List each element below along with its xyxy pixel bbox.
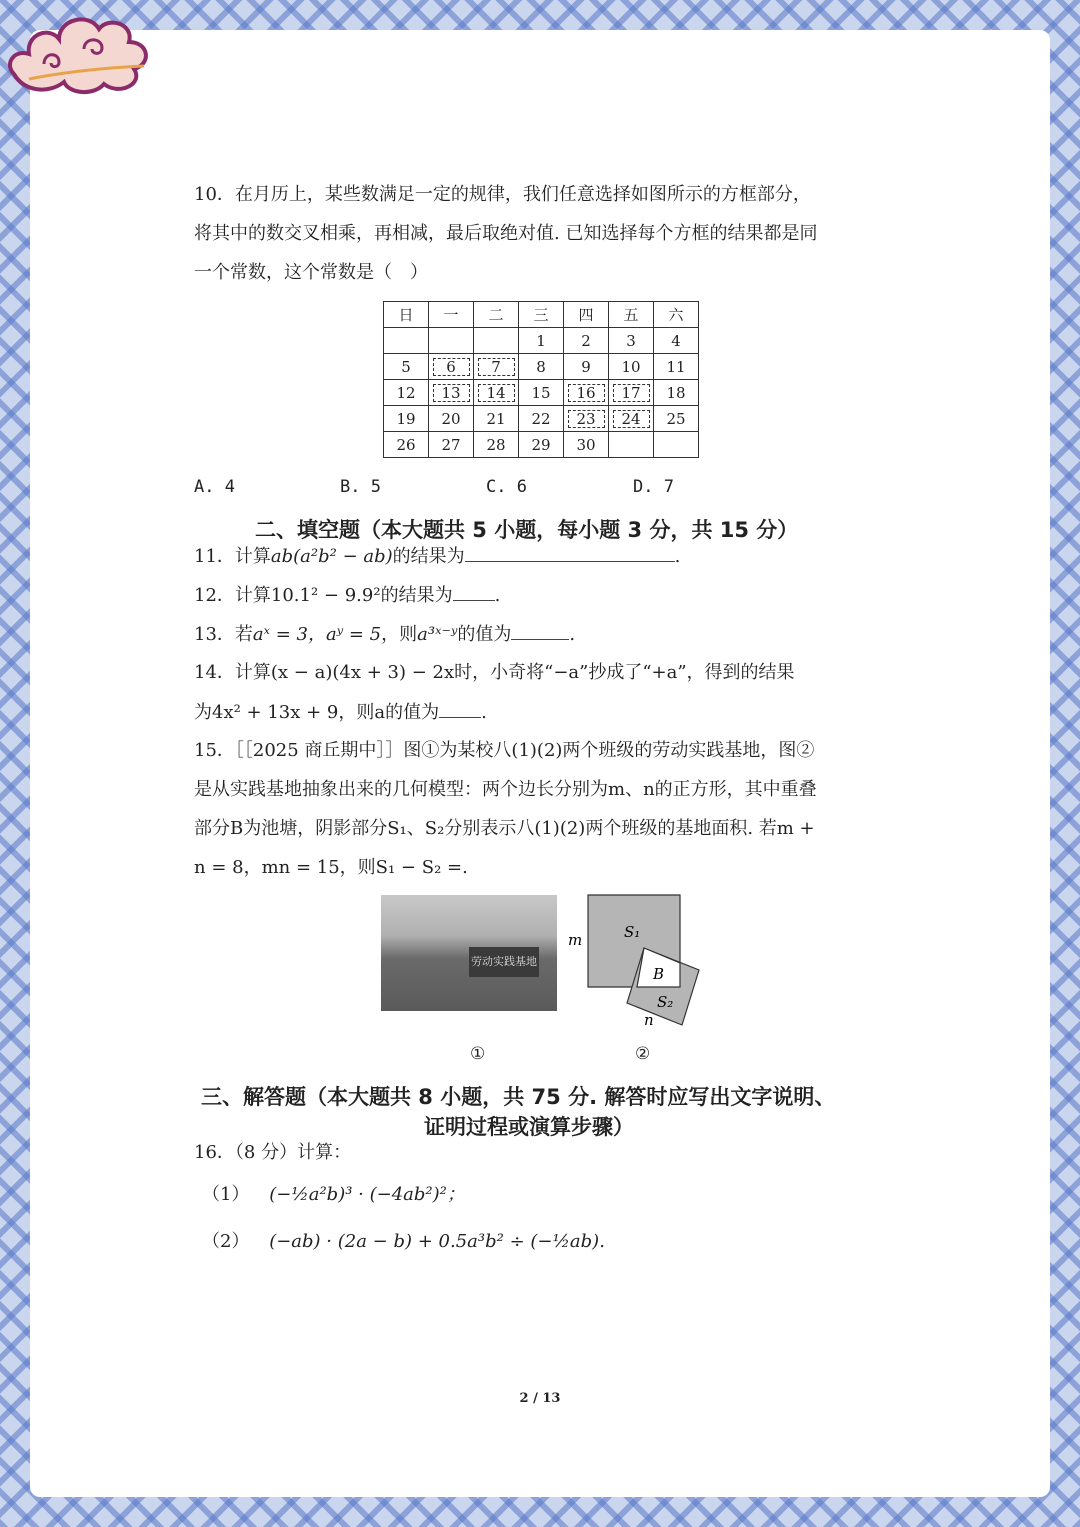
calendar-cell-boxed: 13 [429, 380, 474, 406]
label-n: n [644, 1011, 654, 1029]
q11-end: . [674, 546, 681, 567]
calendar-header-cell: 六 [654, 302, 699, 328]
q11-suffix: 的结果为 [392, 546, 465, 567]
q13-mid: ，则 [381, 624, 418, 645]
q13-suffix: 的值为 [457, 624, 512, 645]
calendar-cell-boxed: 17 [609, 380, 654, 406]
calendar-cell: 30 [564, 432, 609, 458]
answer-blank [465, 545, 675, 562]
calendar-cell: 8 [519, 354, 564, 380]
answer-blank [511, 623, 569, 640]
q12-prefix: 12．计算 [194, 585, 271, 606]
calendar-cell: 20 [429, 406, 474, 432]
q16-stem: 16．（8 分）计算： [194, 1142, 352, 1163]
q13-expression-1: aˣ = 3，aʸ = 5 [252, 624, 382, 645]
calendar-cell [384, 328, 429, 354]
calendar-cell-boxed: 24 [609, 406, 654, 432]
q14-line-2-text: 为4x² + 13x + 9，则a的值为 [194, 702, 440, 723]
q11-prefix: 11．计算 [194, 546, 271, 567]
calendar-cell: 18 [654, 380, 699, 406]
q15-line-4: n = 8，mn = 15，则S₁ − S₂ =. [194, 857, 468, 878]
answer-blank [453, 584, 495, 601]
option-c: C. 6 [486, 477, 527, 497]
calendar-table [383, 301, 699, 458]
figure-caption-2: ② [635, 1044, 651, 1064]
calendar-cell: 19 [384, 406, 429, 432]
calendar-header-cell: 日 [384, 302, 429, 328]
calendar-cell: 29 [519, 432, 564, 458]
option-d: D. 7 [633, 477, 674, 497]
q13-prefix: 13．若 [194, 624, 253, 645]
calendar-cell: 12 [384, 380, 429, 406]
q12-end: . [494, 585, 501, 606]
calendar-cell: 1 [519, 328, 564, 354]
q16-part-1 [202, 1184, 465, 1206]
calendar-cell: 11 [654, 354, 699, 380]
calendar-header-cell: 四 [564, 302, 609, 328]
calendar-header-cell: 三 [519, 302, 564, 328]
calendar-header-cell: 二 [474, 302, 519, 328]
section-2-title: 二、填空题（本大题共 5 小题，每小题 3 分，共 15 分） [255, 518, 799, 542]
calendar-row [384, 354, 699, 380]
q12-suffix: 的结果为 [380, 585, 453, 606]
calendar-cell-boxed: 6 [429, 354, 474, 380]
calendar-cell-boxed: 16 [564, 380, 609, 406]
cloud-ornament-icon [4, 4, 154, 100]
calendar-cell: 4 [654, 328, 699, 354]
calendar-cell: 9 [564, 354, 609, 380]
calendar-cell [609, 432, 654, 458]
calendar-header-row [384, 302, 699, 328]
calendar-cell: 21 [474, 406, 519, 432]
calendar-row [384, 432, 699, 458]
label-b: B [653, 965, 665, 983]
calendar-cell: 3 [609, 328, 654, 354]
q13 [194, 623, 575, 646]
q13-expression-2: a³ˣ⁻ʸ [417, 624, 458, 645]
q10-line-2: 将其中的数交叉相乘，再相减，最后取绝对值. 已知选择每个方框的结果都是同 [194, 223, 818, 244]
page-number: 2 / 13 [519, 1391, 561, 1406]
calendar-cell: 22 [519, 406, 564, 432]
calendar-cell-boxed: 23 [564, 406, 609, 432]
q11-expression: ab(a²b² − ab) [270, 546, 393, 567]
q10-line-1: 10．在月历上，某些数满足一定的规律，我们任意选择如图所示的方框部分， [194, 184, 811, 205]
answer-blank [439, 701, 481, 718]
option-a: A. 4 [194, 477, 235, 497]
calendar-cell [474, 328, 519, 354]
q14-line-1: 14．计算(x − a)(4x + 3) − 2x时，小奇将“−a”抄成了“+a”，得到的结果 [194, 662, 795, 683]
q12-expression: 10.1² − 9.9² [270, 585, 381, 606]
q15-line-2: 是从实践基地抽象出来的几何模型：两个边长分别为m、n的正方形，其中重叠 [194, 779, 817, 800]
calendar-cell: 26 [384, 432, 429, 458]
q12 [194, 584, 500, 607]
q15-line-1: 15．［［2025 商丘期中］］图①为某校八(1)(2)两个班级的劳动实践基地，图② [194, 740, 815, 761]
label-s2: S₂ [657, 993, 674, 1011]
calendar-cell: 27 [429, 432, 474, 458]
calendar-cell-boxed: 7 [474, 354, 519, 380]
calendar-cell: 10 [609, 354, 654, 380]
calendar-cell-boxed: 14 [474, 380, 519, 406]
section-3-title-line-2: 证明过程或演算步骤） [424, 1115, 634, 1139]
calendar-row [384, 406, 699, 432]
figure-caption-1: ① [470, 1044, 486, 1064]
q14-end: . [481, 702, 487, 723]
q14-line-2 [194, 701, 487, 724]
option-b: B. 5 [340, 477, 381, 497]
label-s1: S₁ [624, 923, 641, 941]
photo-sign: 劳动实践基地 [469, 947, 539, 977]
q16-part-1-expression: (−½a²b)³ · (−4ab²)²； [269, 1184, 465, 1205]
exam-page [30, 30, 1050, 1497]
calendar-cell: 2 [564, 328, 609, 354]
labor-base-photo [381, 895, 557, 1011]
section-3-title-line-1: 三、解答题（本大题共 8 小题，共 75 分. 解答时应写出文字说明、 [201, 1085, 836, 1109]
overlapping-squares-diagram [560, 890, 710, 1035]
calendar-row [384, 380, 699, 406]
q16-part-2 [202, 1231, 605, 1253]
q13-end: . [569, 624, 576, 645]
q11 [194, 545, 680, 568]
calendar-header-cell: 一 [429, 302, 474, 328]
calendar-cell [654, 432, 699, 458]
q16-part-2-label: （2） [202, 1231, 250, 1252]
calendar-cell: 25 [654, 406, 699, 432]
label-m: m [568, 931, 583, 949]
calendar-cell: 28 [474, 432, 519, 458]
calendar-cell: 15 [519, 380, 564, 406]
q16-part-1-label: （1） [202, 1184, 250, 1205]
q15-line-3: 部分B为池塘，阴影部分S₁、S₂分别表示八(1)(2)两个班级的基地面积. 若m + [194, 818, 815, 839]
q10-line-3: 一个常数，这个常数是（ ） [194, 262, 428, 283]
calendar-row [384, 328, 699, 354]
q16-part-2-expression: (−ab) · (2a − b) + 0.5a³b² ÷ (−½ab). [269, 1231, 605, 1252]
calendar-cell [429, 328, 474, 354]
calendar-header-cell: 五 [609, 302, 654, 328]
calendar-cell: 5 [384, 354, 429, 380]
